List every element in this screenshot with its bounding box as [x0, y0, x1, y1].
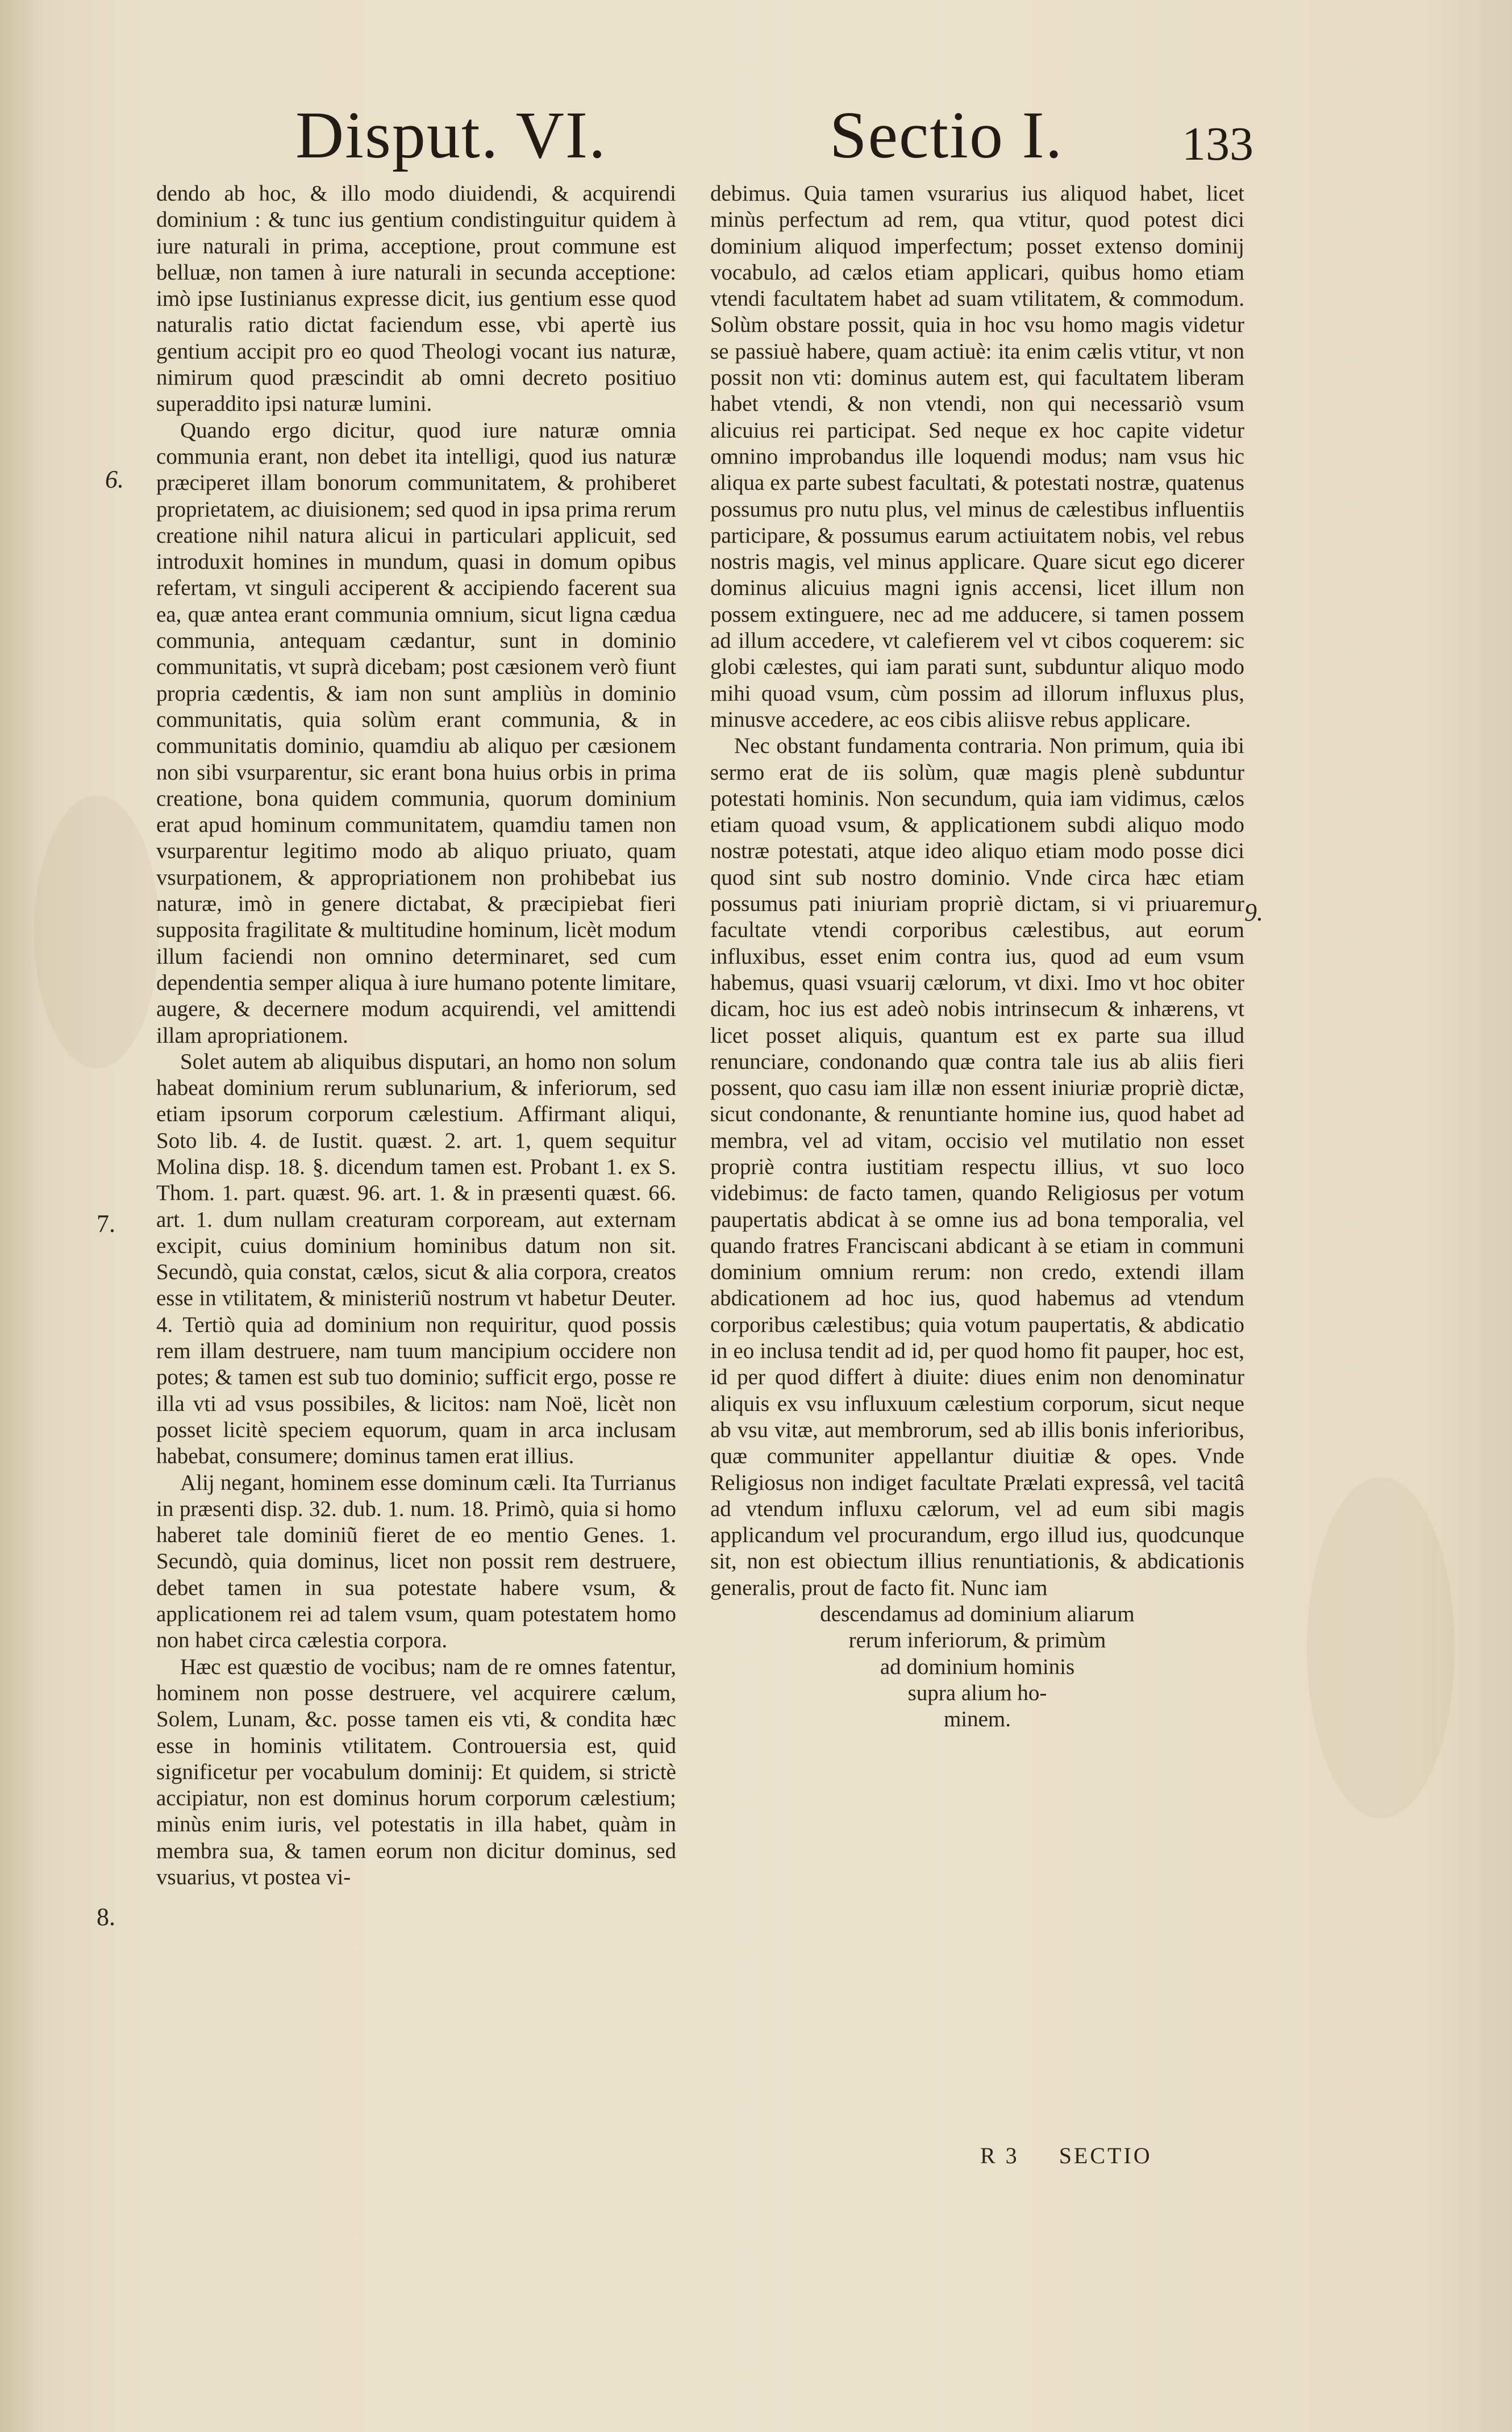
margin-number-9: 9.	[1244, 898, 1263, 926]
paragraph-7-alij: Alij negant, hominem esse dominum cæli. Ita Turrianus in præsenti disp. 32. dub. 1. num. 18. Primò, quia si homo haberet tale dominiũ fieret de eo mentio Genes. 1. Secundò, quia dominus, licet non possit rem destruere, debet tamen in sua potestate habere vsum, & applicationem rei ad talem vsum, quam potestatem homo non habet circa cælestia corpora.	[156, 1470, 676, 1653]
paragraph-7: Solet autem ab aliquibus disputari, an homo non solum habeat dominium rerum sublunarium, & inferiorum, sed etiam ipsorum corporum cælestium. Affirmant aliqui, Soto lib. 4. de Iustit. quæst. 2. art. 1, quem sequitur Molina disp. 18. §. dicendum tamen est. Probant 1. ex S. Thom. 1. part. quæst. 96. art. 1. & in præsenti quæst. 66. art. 1. dum nullam creaturam corpoream, aut externam excipit, cuius dominium hominibus datum non sit. Secundò, quia constat, cælos, sicut & alia corpora, creatos esse in vtilitatem, & ministeriũ nostrum vt habetur Deuter. 4. Tertiò quia ad dominium non requiritur, quod possis rem illam destruere, nam tuum mancipium occidere non potes; & tamen est sub tuo dominio; sufficit ergo, posse re illa vti ad vsus possibiles, & licitos: nam Noë, licèt non posset licitè speciem equorum, quam in arca inclusam habebat, consumere; dominus tamen erat illius.	[156, 1049, 676, 1469]
paragraph-continued: dendo ab hoc, & illo modo diuidendi, & acquirendi dominium : & tunc ius gentium condistinguitur quidem à iure naturali in prima, acceptione, prout commune est belluæ, non tamen à iure naturali in secunda acceptione: imò ipse Iustinianus expresse dicit, ius gentium esse quod naturalis ratio dictat faciendum esse, vbi apertè ius gentium accipit pro eo quod Theologi vocant ius naturæ, nimirum quod præscindit ab omni decreto positiuo superaddito ipsi naturæ lumini.	[156, 181, 676, 417]
paragraph-8: Hæc est quæstio de vocibus; nam de re omnes fatentur, hominem non posse destruere, vel acquirere cælum, Solem, Lunam, &c. posse tamen eis vti, & condita hæc esse in hominis vtilitatem. Controuersia est, quid significetur per vocabulum dominij: Et quidem, si strictè accipiatur, non est dominus horum corporum cælestium; minùs enim iuris, vel potestatis in illa habet, quàm in membra sua, & tamen eorum non dicitur dominus, sed vsuarius, vt postea vi-	[156, 1654, 676, 1889]
page-number: 133	[1182, 118, 1253, 170]
footer-line	[980, 2142, 1192, 2169]
taper-line: minem.	[943, 1707, 1011, 1732]
running-head-section: Sectio I.	[830, 98, 1064, 172]
paragraph-6: Quando ergo dicitur, quod iure naturæ omnia communia erant, non debet ita intelligi, quod ius naturæ præciperet illam bonorum communitatem, & prohiberet proprietatem, ac diuisionem; sed quod in ipsa prima rerum creatione nihil natura alicui in particulari applicuit, sed introduxit homines in mundum, quasi in domum opibus refertam, vt singuli acciperent & accipiendo facerent sua ea, quæ antea erant communia omnium, sicut ligna cædua communia, antequam cædantur, sunt in dominio communitatis, vt suprà dicebam; post cæsionem verò fiunt propria cædentis, & iam non sunt ampliùs in dominio communitatis, quia solùm erant communia, & in communitatis dominio, quamdiu ab aliquo per cæsionem non sibi vsurparentur, sic erant bona huius orbis in prima creatione, bona quidem communia, quorum dominium erat apud hominum communitatem, quamdiu tamen non vsurparentur legitimo modo ab aliquo priuato, quam vsurpationem, & appropriationem non prohibebat ius naturæ, imò in genere dictabat, & præcipiebat fieri supposita fragilitate & multitudine hominum, licèt modum illum faciendi non omnino determinaret, sed cum dependentia semper aliqua à iure humano potente limitare, augere, & decernere modum acquirendi, vel amittendi illam apropriationem.	[156, 418, 676, 1048]
paragraph-9: Nec obstant fundamenta contraria. Non primum, quia ibi sermo erat de iis solùm, quæ magis plenè subduntur potestati hominis. Non secundum, quia iam vidimus, cælos etiam quoad vsum, & applicationem subdi aliquo modo nostræ potestati, atque ideo aliquo etiam modo posse dici quod sint sub nostro dominio. Vnde circa hæc etiam possumus pati iniuriam propriè dictam, si vi priuaremur facultate vtendi corporibus cælestibus, aut eorum influxibus, esset enim contra ius, quod ad eum vsum habemus, quasi vsuarij cælorum, vt dixi. Imo vt hoc obiter dicam, hoc ius est adeò nobis intrinsecum & inhærens, vt licet posset aliquis, quantum est ex parte sua illud renunciare, condonando quæ contra tale ius ab aliis fieri possent, quo casu iam illæ non essent iniuriæ propriè dictæ, sicut condonante, & renuntiante homine ius, quod habet ad membra, vel ad vitam, occisio vel mutilatio non esset propriè contra iustitiam respectu illius, vt suo loco videbimus: de facto tamen, quando Religiosus per votum paupertatis abdicat à se omne ius ad bona temporalia, vel quando fratres Franciscani abdicant à se etiam in communi dominium omnium rerum: non credo, extendi illam abdicationem ad hoc ius, quod habemus ad vtendum corporibus cælestibus; quia votum paupertatis, & abdicatio in eo inclusa tendit ad id, per quod homo fit pauper, hoc est, id per quod differt à diuite: diues enim non denominatur aliquis ex vsu influxuum cælestium corporum, sicut neque ab vsu vitæ, aut membrorum, sed ab illis bonis inferioribus, quæ communiter appellantur diuitiæ & opes. Vnde Religiosus non indiget facultate Prælati expressâ, vel tacitâ ad vtendum influxu cælorum, vel ad eum sibi magis applicandum vel procurandum, ergo illud ius, quodcunque sit, non est obiectum illius renuntiationis, & abdicationis generalis, prout de facto fit. Nunc iam	[710, 734, 1244, 1600]
taper-line: descendamus ad dominium aliarum	[820, 1602, 1135, 1627]
tapered-conclusion	[710, 1601, 1244, 1733]
margin-number-6: 6.	[105, 465, 124, 493]
paragraph-continued-right: debimus. Quia tamen vsurarius ius aliquod habet, licet minùs perfectum ad rem, qua vtitur, quod potest dici dominium aliquod imperfectum; posset extenso dominij vocabulo, ad cælos etiam applicari, quibus homo etiam vtendi facultatem habet ad suam vtilitatem, & commodum. Solùm obstare possit, quia in hoc vsu homo magis videtur se passiuè habere, quam actiuè: ita enim cælis vtitur, vt non possit non vti: dominus autem est, qui facultatem liberam habet vtendi, & non vtendi, non qui necessariò vsum alicuius rei participat. Sed neque ex hoc capite videtur omnino improbandus ille loquendi modus; nam vsus hic aliqua ex parte subest facultati, & potestati nostræ, quatenus possumus pro nutu plus, vel minus de cælestibus influentiis participare, & possumus earum actiuitatem nobis, vel rebus nostris magis, vel minus applicare. Quare sicut ego dicerer dominus alicuius magni ignis accensi, licet illum non possem extinguere, nec ad me adducere, si tamen possem ad illum accedere, vt calefierem vel vt cibos coquerem: sic globi cælestes, qui iam parati sunt, subduntur aliquo modo mihi quoad vsum, cùm possim ad illorum influxus plus, minusve accedere, ac eos cibis aliisve rebus applicare.	[710, 181, 1244, 732]
margin-number-8: 8.	[97, 1903, 115, 1931]
paper-stain	[1307, 1477, 1455, 1818]
catchword: SECTIO	[1059, 2143, 1152, 2168]
taper-line: rerum inferiorum, & primùm	[848, 1628, 1106, 1653]
taper-line: ad dominium hominis	[880, 1654, 1075, 1679]
margin-number-7: 7.	[97, 1210, 115, 1238]
left-text-column	[156, 181, 676, 1890]
right-text-column	[710, 181, 1244, 1733]
taper-line: supra alium ho-	[907, 1680, 1047, 1705]
paper-stain	[34, 796, 159, 1068]
signature-mark: R 3	[980, 2143, 1019, 2168]
running-head-disputation: Disput. VI.	[295, 98, 607, 172]
